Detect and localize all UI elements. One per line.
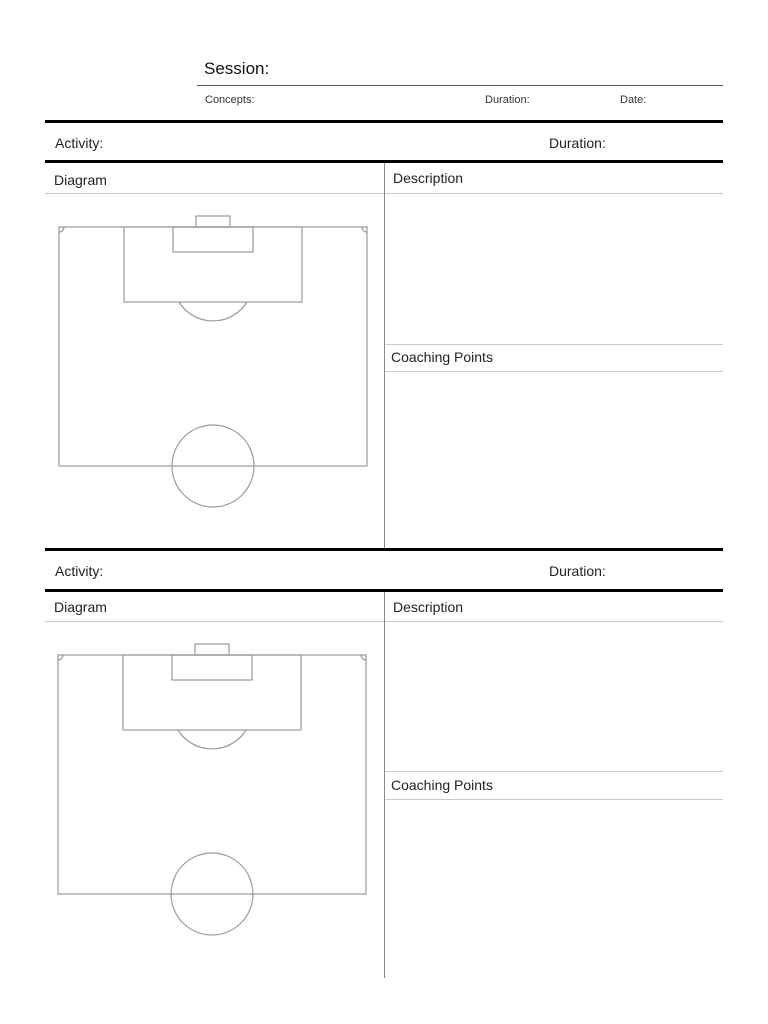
coaching-points-label: Coaching Points [391, 777, 493, 793]
coaching-points-top-rule [385, 344, 723, 345]
soccer-pitch-diagram [54, 640, 372, 940]
coaching-points-bottom-rule [385, 799, 723, 800]
column-divider [384, 163, 385, 549]
description-label: Description [393, 599, 464, 615]
coaching-points-label: Coaching Points [391, 349, 493, 365]
session-underline [197, 85, 723, 86]
activity-top-rule [45, 120, 723, 123]
concepts-label: Concepts: [205, 94, 255, 106]
diagram-label: Diagram [54, 599, 107, 615]
header-duration-label: Duration: [485, 94, 530, 106]
coaching-points-top-rule [385, 771, 723, 772]
date-label: Date: [620, 94, 647, 106]
description-label: Description [393, 170, 464, 186]
activity-label: Activity: [55, 563, 104, 579]
activity-duration-label: Duration: [549, 135, 606, 151]
soccer-pitch-diagram [55, 212, 373, 512]
coaching-points-bottom-rule [385, 371, 723, 372]
activity-label: Activity: [55, 135, 104, 151]
column-divider [384, 592, 385, 978]
diagram-label: Diagram [54, 172, 107, 188]
activity-top-rule [45, 548, 723, 551]
activity-duration-label: Duration: [549, 563, 606, 579]
session-label: Session: [204, 59, 270, 78]
